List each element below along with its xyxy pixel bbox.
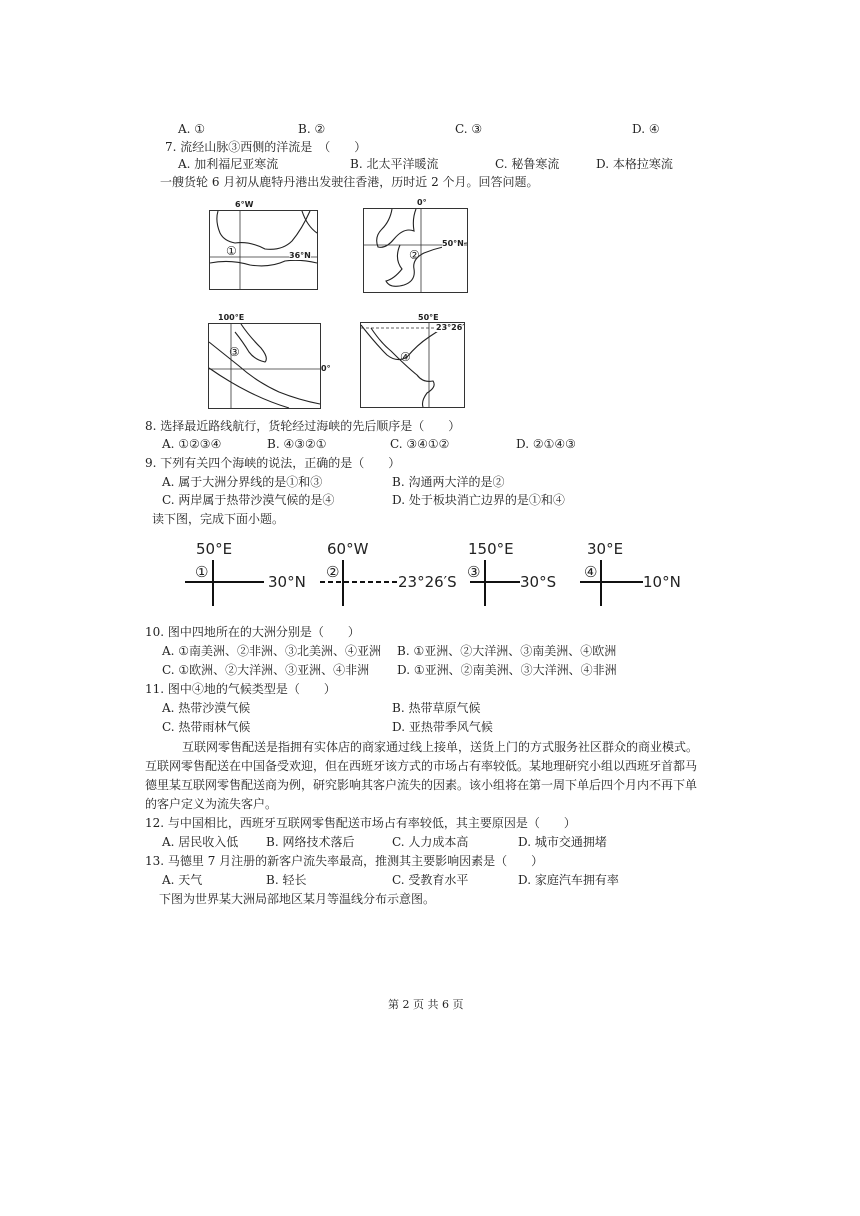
coord-1-lon: 50°E [196, 540, 233, 558]
coord-2-lon: 60°W [327, 540, 369, 558]
q7-stem: 7. 流经山脉③西侧的洋流是 （ ） [165, 140, 367, 154]
map1-lat-label: 36°N [289, 251, 311, 260]
q10-option-b: B. ①亚洲、②大洋洲、③南美洲、④欧洲 [397, 644, 617, 658]
q7-option-a: A. 加利福尼亚寒流 [178, 157, 279, 171]
q11-option-b: B. 热带草原气候 [392, 701, 481, 715]
q6-option-b: B. ② [298, 122, 326, 136]
map3-lon-label: 100°E [218, 313, 245, 322]
q13-stem: 13. 马德里 7 月注册的新客户流失率最高，推测其主要影响因素是（ ） [145, 854, 544, 868]
q11-option-c: C. 热带雨林气候 [162, 720, 251, 734]
map4-lines [361, 323, 464, 407]
q11-stem: 11. 图中④地的气候类型是（ ） [145, 682, 336, 696]
q11-option-a: A. 热带沙漠气候 [162, 701, 251, 715]
intro-isotherm: 下图为世界某大洲局部地区某月等温线分布示意图。 [159, 892, 436, 906]
coord-4-lon: 30°E [587, 540, 624, 558]
map-strait-4 [360, 322, 465, 408]
map3-lines [209, 324, 320, 408]
q8-option-b: B. ④③②① [267, 437, 327, 451]
map4-lat-label: 23°26′ [436, 323, 465, 332]
coord-1-mark: ① [195, 563, 209, 581]
q12-option-d: D. 城市交通拥堵 [518, 835, 607, 849]
map-strait-2 [363, 208, 468, 293]
q6-option-a: A. ① [178, 122, 206, 136]
coord-4-mark: ④ [584, 563, 598, 581]
passage-line-4: 的客户定义为流失客户。 [145, 797, 278, 811]
q9-stem: 9. 下列有关四个海峡的说法，正确的是（ ） [145, 456, 401, 470]
q10-option-a: A. ①南美洲、②非洲、③北美洲、④亚洲 [162, 644, 382, 658]
map1-marker: ① [226, 244, 237, 258]
map3-lat-label: 0° [321, 364, 331, 373]
coord-1-lat: 30°N [268, 573, 306, 591]
q9-option-a: A. 属于大洲分界线的是①和③ [162, 475, 323, 489]
q10-option-c: C. ①欧洲、②大洋洲、③亚洲、④非洲 [162, 663, 370, 677]
passage-line-3: 德里某互联网零售配送商为例，研究影响其客户流失的因素。该小组将在第一周下单后四个月内不再下单 [145, 778, 698, 792]
intro-coords: 读下图，完成下面小题。 [152, 512, 285, 526]
map-strait-1 [209, 210, 318, 290]
map2-lat-label: 50°N [442, 239, 464, 248]
q8-option-d: D. ②①④③ [516, 437, 576, 451]
page-footer: 第 2 页 共 6 页 [388, 998, 464, 1011]
map4-marker: ④ [400, 350, 411, 364]
map4-lon-label: 50°E [418, 313, 439, 322]
coord-3-lat: 30°S [520, 573, 557, 591]
q10-stem: 10. 图中四地所在的大洲分别是（ ） [145, 625, 360, 639]
passage-line-1: 互联网零售配送是指拥有实体店的商家通过线上接单，送货上门的方式服务社区群众的商业模式。 [182, 740, 699, 754]
coord-2-lat: 23°26′S [398, 573, 457, 591]
intro-ship: 一艘货轮 6 月初从鹿特丹港出发驶往香港，历时近 2 个月。回答问题。 [160, 175, 539, 189]
q10-option-d: D. ①亚洲、②南美洲、③大洋洲、④非洲 [397, 663, 617, 677]
q9-option-d: D. 处于板块消亡边界的是①和④ [392, 493, 565, 507]
q8-option-c: C. ③④①② [390, 437, 450, 451]
q7-option-d: D. 本格拉寒流 [596, 157, 673, 171]
q13-option-c: C. 受教育水平 [392, 873, 469, 887]
map3-marker: ③ [229, 345, 240, 359]
q12-stem: 12. 与中国相比，西班牙互联网零售配送市场占有率较低，其主要原因是（ ） [145, 816, 576, 830]
q12-option-a: A. 居民收入低 [162, 835, 239, 849]
coord-2-mark: ② [326, 563, 340, 581]
q6-option-d: D. ④ [632, 122, 660, 136]
q13-option-a: A. 天气 [162, 873, 203, 887]
coord-3-lon: 150°E [468, 540, 514, 558]
q12-option-c: C. 人力成本高 [392, 835, 469, 849]
q6-option-c: C. ③ [455, 122, 483, 136]
map1-lon-label: 6°W [235, 200, 254, 209]
q8-option-a: A. ①②③④ [162, 437, 222, 451]
q11-option-d: D. 亚热带季风气候 [392, 720, 493, 734]
q9-option-c: C. 两岸属于热带沙漠气候的是④ [162, 493, 335, 507]
map-strait-3 [208, 323, 331, 409]
coord-3-mark: ③ [467, 563, 481, 581]
coord-4-lat: 10°N [643, 573, 681, 591]
q7-option-c: C. 秘鲁寒流 [495, 157, 560, 171]
q7-option-b: B. 北太平洋暖流 [350, 157, 439, 171]
map2-lon-label: 0° [417, 198, 427, 207]
q13-option-b: B. 轻长 [266, 873, 307, 887]
q13-option-d: D. 家庭汽车拥有率 [518, 873, 619, 887]
map2-marker: ② [409, 248, 420, 262]
q9-option-b: B. 沟通两大洋的是② [392, 475, 505, 489]
q12-option-b: B. 网络技术落后 [266, 835, 355, 849]
q8-stem: 8. 选择最近路线航行，货轮经过海峡的先后顺序是（ ） [145, 419, 461, 433]
passage-line-2: 互联网零售配送在中国备受欢迎，但在西班牙该方式的市场占有率较低。某地理研究小组以西班牙首都马 [145, 759, 698, 773]
